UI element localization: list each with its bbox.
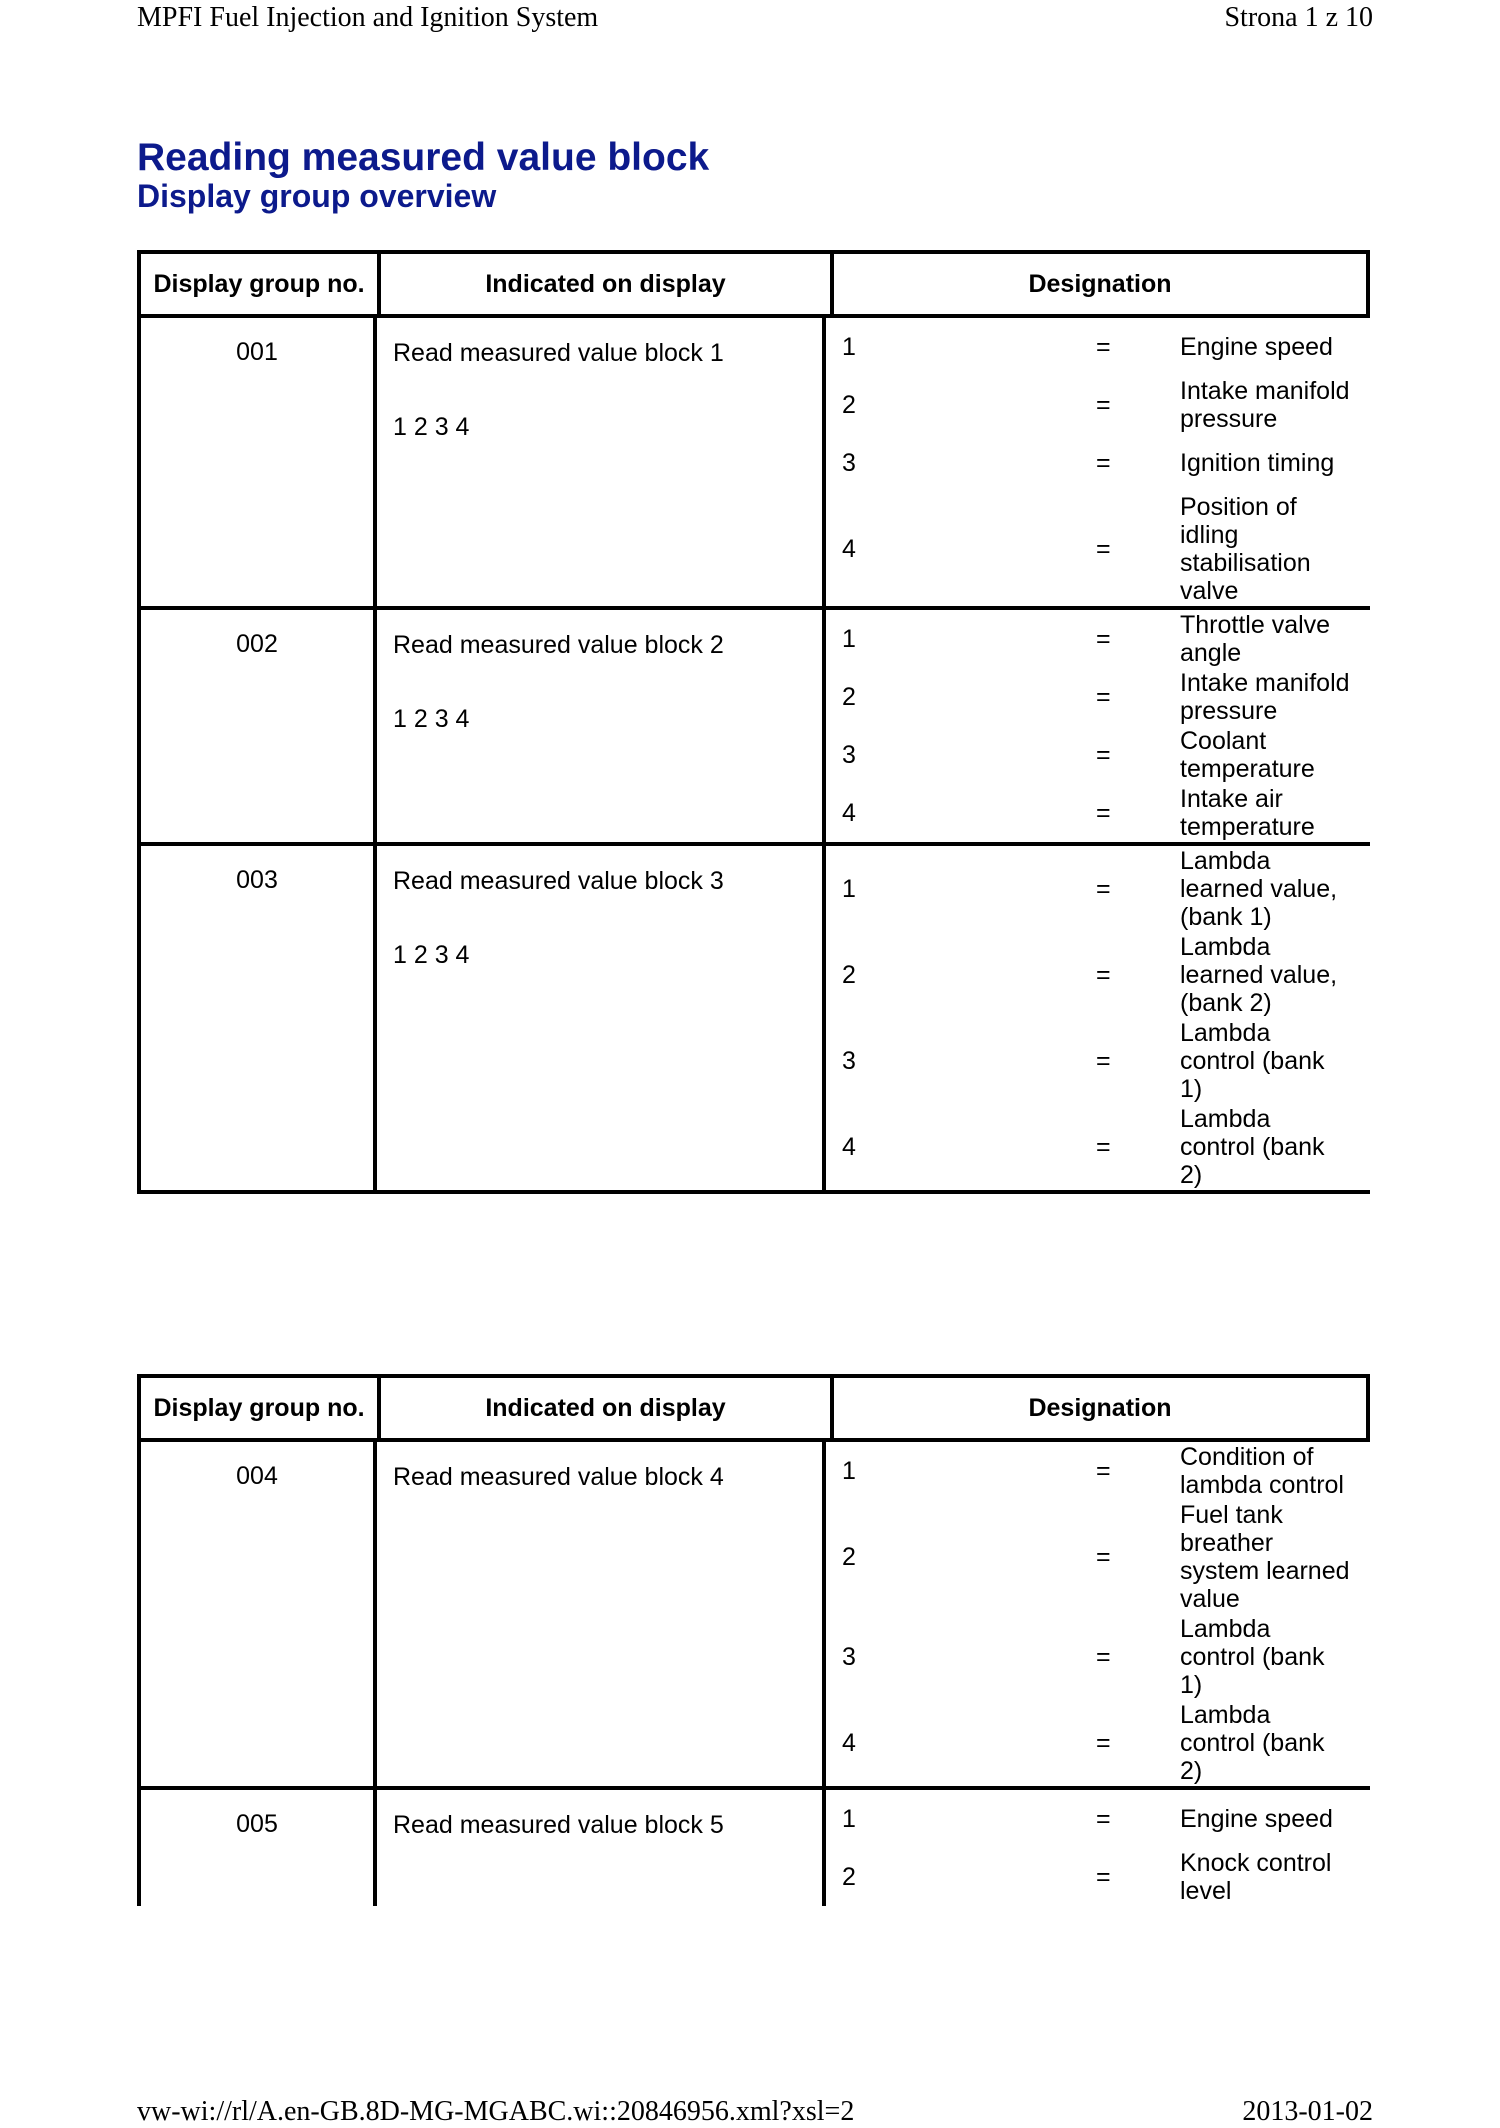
designation-row — [826, 932, 1370, 1018]
display-group-row — [137, 1442, 1370, 1786]
equals-sign: = — [1096, 1862, 1111, 1891]
page-subtitle: Display group overview — [137, 178, 497, 214]
designation-list — [826, 846, 1370, 1190]
designation-text: Lambda learned value, (bank 2) — [1180, 933, 1338, 1017]
designation-text: Lambda control (bank 1) — [1180, 1019, 1325, 1103]
display-group-number: 001 — [141, 318, 377, 606]
display-field-number: 3 — [842, 1046, 856, 1075]
designation-text: Position of idling stabilisation valve — [1180, 493, 1311, 605]
display-field-number: 2 — [842, 390, 856, 419]
equals-sign: = — [1096, 1046, 1111, 1075]
designation-text: Lambda control (bank 1) — [1180, 1615, 1325, 1699]
display-field-number: 1 — [842, 332, 856, 361]
designation-row — [826, 434, 1370, 492]
display-group-table-2 — [137, 1374, 1370, 1906]
designation-row — [826, 492, 1370, 606]
display-field-number: 2 — [842, 960, 856, 989]
display-field-number: 2 — [842, 682, 856, 711]
equals-sign: = — [1096, 534, 1111, 563]
designation-row — [826, 1442, 1370, 1500]
equals-sign: = — [1096, 1132, 1111, 1161]
designation-row — [826, 376, 1370, 434]
equals-sign: = — [1096, 874, 1111, 903]
display-field-sequence: 1 2 3 4 — [393, 705, 470, 733]
designation-text: Knock control level — [1180, 1849, 1332, 1905]
display-field-number: 4 — [842, 1728, 856, 1757]
designation-row — [826, 1848, 1370, 1906]
equals-sign: = — [1096, 1456, 1111, 1485]
display-group-row — [137, 606, 1370, 842]
indicated-on-display-cell — [377, 610, 826, 842]
page-title: Reading measured value block — [137, 136, 710, 179]
designation-text: Engine speed — [1180, 1805, 1333, 1833]
equals-sign: = — [1096, 332, 1111, 361]
designation-list — [826, 1442, 1370, 1786]
equals-sign: = — [1096, 1542, 1111, 1571]
display-group-number: 005 — [141, 1790, 377, 1906]
column-header-group-no: Display group no. — [141, 254, 381, 314]
designation-list — [826, 1790, 1370, 1906]
display-field-number: 1 — [842, 1456, 856, 1485]
designation-text: Coolant temperature — [1180, 727, 1315, 783]
designation-row — [826, 784, 1370, 842]
designation-text: Intake air temperature — [1180, 785, 1315, 841]
designation-row — [826, 1018, 1370, 1104]
display-field-number: 4 — [842, 1132, 856, 1161]
designation-row — [826, 318, 1370, 376]
equals-sign: = — [1096, 624, 1111, 653]
designation-text: Fuel tank breather system learned value — [1180, 1501, 1350, 1613]
designation-row — [826, 726, 1370, 784]
display-field-number: 1 — [842, 624, 856, 653]
designation-text: Engine speed — [1180, 333, 1333, 361]
display-field-sequence: 1 2 3 4 — [393, 413, 470, 441]
designation-text: Throttle valve angle — [1180, 611, 1331, 667]
designation-row — [826, 846, 1370, 932]
display-group-row — [137, 842, 1370, 1190]
designation-text: Intake manifold pressure — [1180, 669, 1350, 725]
measured-value-block-label: Read measured value block 4 — [393, 1463, 724, 1491]
display-field-number: 3 — [842, 740, 856, 769]
designation-text: Condition of lambda control — [1180, 1443, 1344, 1499]
column-header-group-no: Display group no. — [141, 1378, 381, 1438]
display-field-number: 1 — [842, 1804, 856, 1833]
designation-row — [826, 1790, 1370, 1848]
measured-value-block-label: Read measured value block 5 — [393, 1811, 724, 1839]
document-header-title: MPFI Fuel Injection and Ignition System — [137, 2, 599, 33]
equals-sign: = — [1096, 1642, 1111, 1671]
measured-value-block-label: Read measured value block 1 — [393, 339, 724, 367]
equals-sign: = — [1096, 1804, 1111, 1833]
indicated-on-display-cell — [377, 846, 826, 1190]
designation-text: Lambda control (bank 2) — [1180, 1105, 1325, 1189]
measured-value-block-label: Read measured value block 3 — [393, 867, 724, 895]
equals-sign: = — [1096, 390, 1111, 419]
column-header-designation: Designation — [1028, 1393, 1172, 1422]
indicated-on-display-cell — [377, 1442, 826, 1786]
designation-text: Lambda learned value, (bank 1) — [1180, 847, 1338, 931]
indicated-on-display-cell — [377, 318, 826, 606]
display-group-row — [137, 1786, 1370, 1906]
designation-list — [826, 318, 1370, 606]
designation-row — [826, 668, 1370, 726]
display-group-row — [137, 318, 1370, 606]
designation-row — [826, 1700, 1370, 1786]
designation-text: Lambda control (bank 2) — [1180, 1701, 1325, 1785]
equals-sign: = — [1096, 1728, 1111, 1757]
display-field-number: 2 — [842, 1542, 856, 1571]
column-header-indicated: Indicated on display — [381, 254, 834, 314]
designation-list — [826, 610, 1370, 842]
measured-value-block-label: Read measured value block 2 — [393, 631, 724, 659]
display-field-number: 1 — [842, 874, 856, 903]
table-header-row — [137, 1374, 1370, 1442]
table-header-row — [137, 250, 1370, 318]
column-header-designation: Designation — [1028, 269, 1172, 298]
display-field-sequence: 1 2 3 4 — [393, 941, 470, 969]
column-header-indicated: Indicated on display — [381, 1378, 834, 1438]
display-group-table-1 — [137, 250, 1370, 1194]
display-group-number: 004 — [141, 1442, 377, 1786]
display-group-number: 003 — [141, 846, 377, 1190]
page-indicator: Strona 1 z 10 — [1224, 2, 1373, 33]
indicated-on-display-cell — [377, 1790, 826, 1906]
designation-row — [826, 610, 1370, 668]
designation-row — [826, 1614, 1370, 1700]
document-source-url: vw-wi://rl/A.en-GB.8D-MG-MGABC.wi::20846956.xml?xsl=2 — [137, 2096, 855, 2127]
document-date: 2013-01-02 — [1242, 2096, 1373, 2127]
designation-text: Ignition timing — [1180, 449, 1335, 477]
equals-sign: = — [1096, 682, 1111, 711]
display-field-number: 4 — [842, 534, 856, 563]
designation-text: Intake manifold pressure — [1180, 377, 1350, 433]
equals-sign: = — [1096, 448, 1111, 477]
equals-sign: = — [1096, 740, 1111, 769]
designation-row — [826, 1104, 1370, 1190]
display-field-number: 4 — [842, 798, 856, 827]
equals-sign: = — [1096, 798, 1111, 827]
display-field-number: 2 — [842, 1862, 856, 1891]
equals-sign: = — [1096, 960, 1111, 989]
display-field-number: 3 — [842, 448, 856, 477]
display-field-number: 3 — [842, 1642, 856, 1671]
display-group-number: 002 — [141, 610, 377, 842]
designation-row — [826, 1500, 1370, 1614]
